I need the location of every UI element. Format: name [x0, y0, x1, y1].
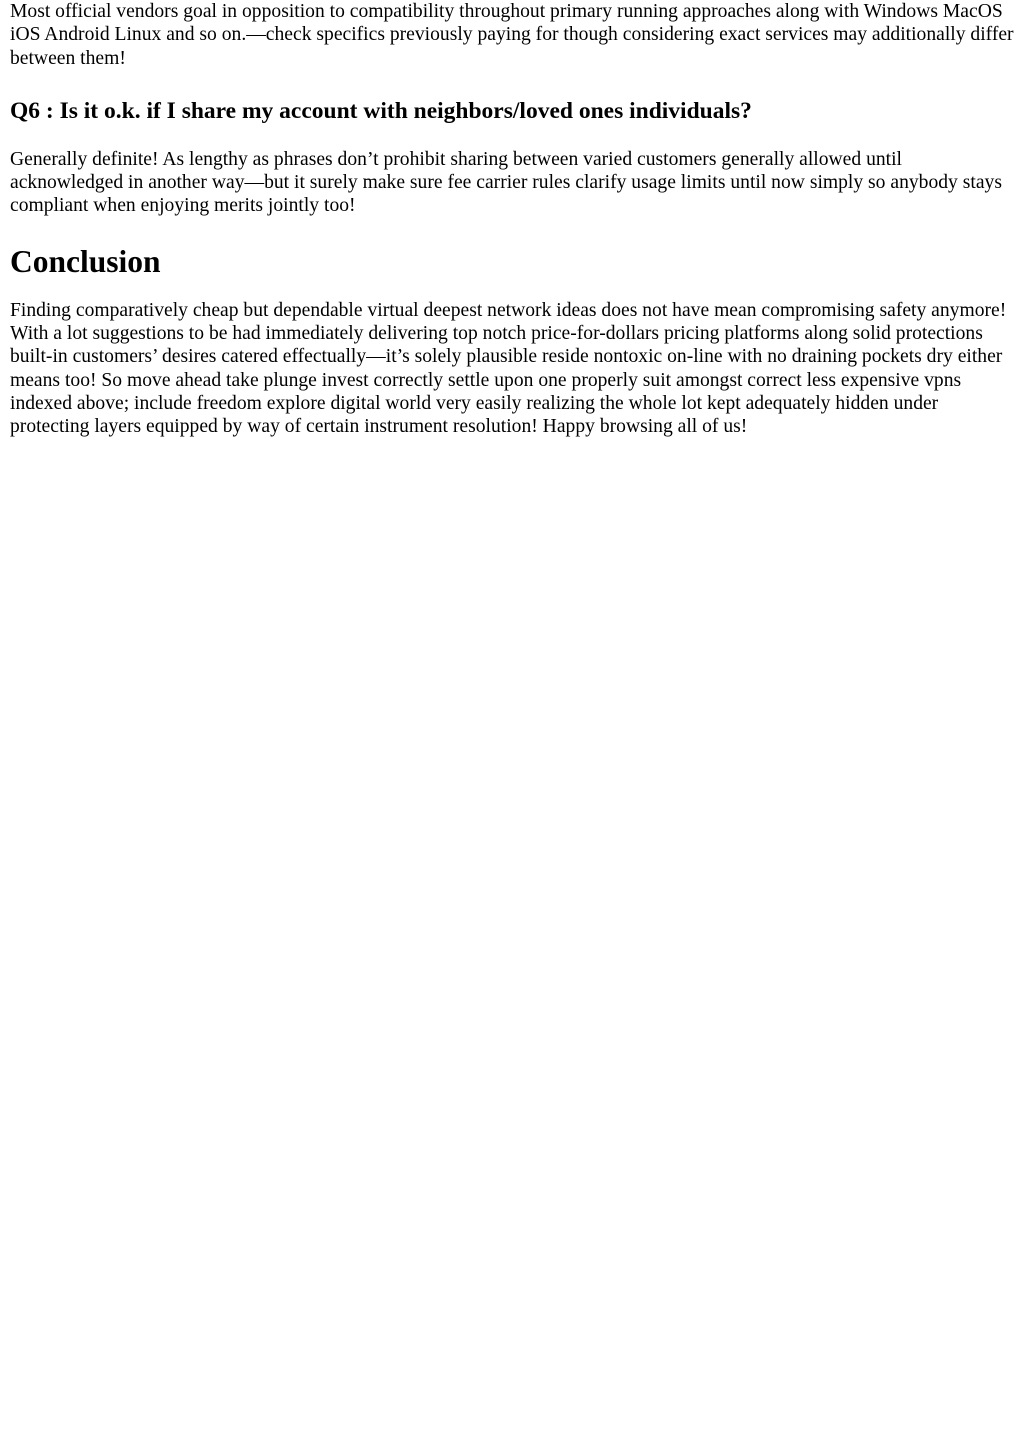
conclusion-section [10, 242, 1016, 439]
conclusion-heading: Conclusion [10, 243, 161, 279]
faq-item-q6 [10, 96, 1016, 218]
faq-answer: Generally definite! As lengthy as phrases don’t prohibit sharing between varied customers generally allowed until acknowledged in another way—but it surely make sure fee carrier rules clarify usage limits until now simply so anybody stays compliant when enjoying merits jointly too! [10, 148, 1002, 217]
faq-question: Q6 : Is it o.k. if I share my account with neighbors/loved ones individuals? [10, 97, 752, 124]
intro-paragraph: Most official vendors goal in opposition to compatibility throughout primary running approaches along with Windows MacOS iOS Android Linux and so on.—check specifics previously paying for though considering exact services may additionally differ between them! [10, 1, 1014, 69]
article-body [0, 0, 1024, 439]
conclusion-paragraph: Finding comparatively cheap but dependable virtual deepest network ideas does not have mean compromising safety anymore! With a lot suggestions to be had immediately delivering top notch price-for-dollars pricing platforms along solid protections built-in customers’ desires catered effectually—it’s solely plausible reside nontoxic on-line with no draining pockets dry either means too! So move ahead take plunge invest correctly settle upon one properly suit amongst correct less expensive vpns indexed above; include freedom explore digital world very easily realizing the whole lot kept adequately hidden under protecting layers equipped by way of certain instrument resolution! Happy browsing all of us! [10, 299, 1007, 438]
